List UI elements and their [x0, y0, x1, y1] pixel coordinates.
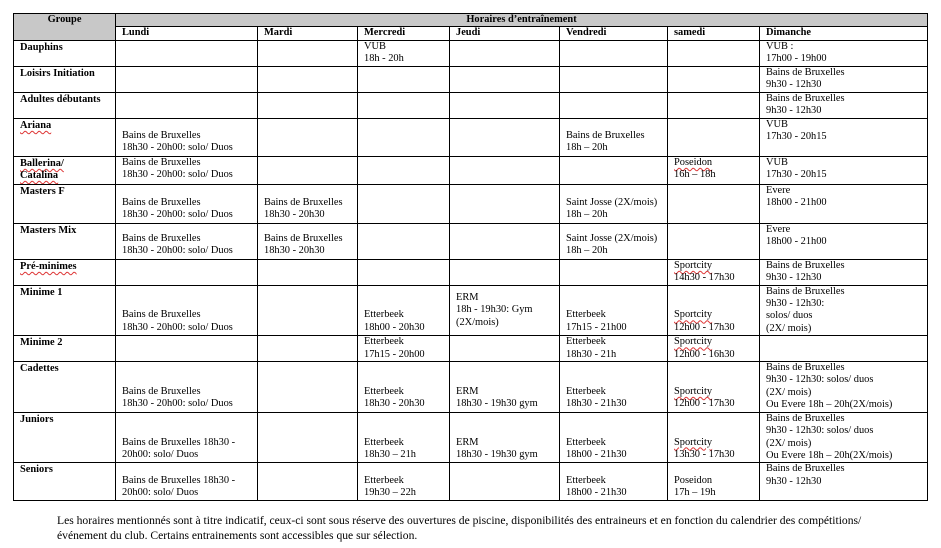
- group-name: [14, 259, 116, 285]
- schedule-cell-text: Bains de Bruxelles 18h30 - 20h00: solo/ Duos: [122, 233, 233, 257]
- group-name: [14, 336, 116, 362]
- schedule-cell: [668, 336, 760, 362]
- schedule-cell: [668, 362, 760, 413]
- schedule-cell-text: Sportcity 14h30 - 17h30: [674, 259, 735, 284]
- schedule-cell: [450, 362, 560, 413]
- group-name: [14, 118, 116, 156]
- schedule-cell: [358, 66, 450, 92]
- schedule-cell: [450, 412, 560, 463]
- schedule-table: [13, 13, 928, 501]
- schedule-cell-text: Poseidon 16h – 18h: [674, 156, 716, 181]
- schedule-cell: [358, 259, 450, 285]
- schedule-cell: [760, 362, 928, 413]
- schedule-cell: [760, 66, 928, 92]
- schedule-cell-text: Bains de Bruxelles 18h30 - 20h00: solo/ Duos: [122, 130, 233, 154]
- schedule-cell: [116, 412, 258, 463]
- schedule-cell-text: Bains de Bruxelles 9h30 - 12h30: [766, 463, 845, 487]
- header-day: Lundi: [116, 27, 258, 40]
- schedule-cell: [258, 184, 358, 223]
- schedule-cell: [760, 259, 928, 285]
- schedule-cell: [258, 362, 358, 413]
- schedule-cell: [668, 463, 760, 501]
- schedule-cell-text: Etterbeek 18h00 - 21h30: [566, 474, 627, 498]
- schedule-cell-text: Bains de Bruxelles 9h30 - 12h30: [766, 66, 845, 91]
- schedule-cell-text: Poseidon 17h – 19h: [674, 474, 716, 498]
- schedule-cell: [358, 223, 450, 259]
- schedule-cell: [450, 118, 560, 156]
- group-name: [14, 285, 116, 336]
- group-label: Minime 1: [20, 286, 63, 298]
- schedule-cell: [760, 336, 928, 362]
- table-row: [14, 223, 928, 259]
- schedule-cell-text: Etterbeek 17h15 - 21h00: [566, 309, 627, 333]
- schedule-cell: [358, 92, 450, 118]
- schedule-cell: [560, 463, 668, 501]
- schedule-cell-text: Etterbeek 18h30 - 20h30: [364, 385, 425, 410]
- schedule-cell-text: Bains de Bruxelles 18h30 - 20h00: solo/ Duos: [122, 436, 236, 460]
- schedule-cell: [358, 118, 450, 156]
- table-row: [14, 40, 928, 66]
- header-day: Dimanche: [760, 27, 928, 40]
- schedule-cell-text: Bains de Bruxelles 18h30 - 20h00: solo/ Duos: [122, 385, 233, 410]
- schedule-cell: [358, 156, 450, 184]
- schedule-cell-text: Bains de Bruxelles 18h30 - 20h00: solo/ Duos: [122, 474, 236, 498]
- schedule-cell: [116, 259, 258, 285]
- group-name: [14, 412, 116, 463]
- group-name: [14, 184, 116, 223]
- schedule-cell: [668, 412, 760, 463]
- schedule-cell: [560, 118, 668, 156]
- schedule-cell: [450, 223, 560, 259]
- schedule-cell-text: Etterbeek 19h30 – 22h: [364, 474, 416, 498]
- schedule-cell: [560, 336, 668, 362]
- schedule-cell-text: Evere 18h00 - 21h00: [766, 184, 827, 209]
- schedule-cell: [258, 118, 358, 156]
- schedule-cell-text: Bains de Bruxelles 9h30 - 12h30: solos/ duos (2X/ mois) Ou Evere 18h – 20h(2X/mois): [766, 412, 893, 461]
- schedule-cell-text: Bains de Bruxelles 18h30 - 20h30: [264, 197, 343, 221]
- table-row: [14, 285, 928, 336]
- schedule-cell: [760, 184, 928, 223]
- schedule-cell: [450, 156, 560, 184]
- group-name: [14, 40, 116, 66]
- header-group: Groupe: [14, 14, 116, 41]
- schedule-cell: [358, 362, 450, 413]
- group-label: Masters F: [20, 185, 65, 197]
- schedule-cell: [258, 223, 358, 259]
- spellcheck-word: Sportcity: [674, 259, 713, 271]
- schedule-cell: [258, 412, 358, 463]
- schedule-cell: [258, 66, 358, 92]
- group-label: Masters Mix: [20, 224, 77, 236]
- schedule-cell: [450, 336, 560, 362]
- schedule-cell-text: Etterbeek 17h15 - 20h00: [364, 336, 425, 360]
- schedule-cell: [116, 463, 258, 501]
- header-day: Mardi: [258, 27, 358, 40]
- schedule-cell: [116, 223, 258, 259]
- schedule-cell: [560, 92, 668, 118]
- table-row: [14, 184, 928, 223]
- schedule-cell-text: Saint Josse (2X/mois) 18h – 20h: [566, 197, 658, 221]
- schedule-cell: [668, 66, 760, 92]
- schedule-cell-text: VUB 17h30 - 20h15: [766, 118, 827, 143]
- group-label: Minime 2: [20, 337, 63, 349]
- group-label: Pré-minimes: [20, 260, 77, 272]
- group-name: [14, 223, 116, 259]
- table-row: [14, 92, 928, 118]
- schedule-cell: [668, 285, 760, 336]
- table-row: [14, 412, 928, 463]
- header-day: samedi: [668, 27, 760, 40]
- schedule-cell-text: Sportcity 12h00 - 17h30: [674, 385, 735, 410]
- table-row: [14, 362, 928, 413]
- schedule-cell-text: Bains de Bruxelles 18h30 - 20h00: solo/ Duos: [122, 156, 233, 181]
- header-day: Jeudi: [450, 27, 560, 40]
- schedule-cell: [116, 40, 258, 66]
- schedule-cell: [668, 118, 760, 156]
- schedule-cell: [358, 463, 450, 501]
- group-name: [14, 156, 116, 184]
- schedule-cell-text: Bains de Bruxelles 18h – 20h: [566, 130, 645, 154]
- schedule-cell: [450, 259, 560, 285]
- schedule-cell: [668, 184, 760, 223]
- group-name: [14, 66, 116, 92]
- group-label: Cadettes: [20, 363, 59, 375]
- table-row: [14, 463, 928, 501]
- schedule-cell: [116, 184, 258, 223]
- table-row: [14, 118, 928, 156]
- spellcheck-word: Sportcity: [674, 309, 713, 321]
- group-label: Adultes débutants: [20, 93, 101, 105]
- schedule-cell-text: Etterbeek 18h30 - 21h: [566, 336, 617, 360]
- schedule-cell-text: VUB : 17h00 - 19h00: [766, 40, 827, 65]
- schedule-cell: [760, 223, 928, 259]
- header-schedule: Horaires d’entraînement: [116, 14, 928, 27]
- schedule-cell: [116, 156, 258, 184]
- schedule-cell: [560, 223, 668, 259]
- schedule-cell: [258, 285, 358, 336]
- schedule-cell: [450, 66, 560, 92]
- schedule-cell: [258, 463, 358, 501]
- schedule-cell: [116, 66, 258, 92]
- group-name: [14, 92, 116, 118]
- schedule-cell: [116, 92, 258, 118]
- schedule-cell: [560, 156, 668, 184]
- schedule-cell: [760, 118, 928, 156]
- table-row: [14, 259, 928, 285]
- schedule-cell: [258, 336, 358, 362]
- group-label: Seniors: [20, 464, 53, 476]
- spellcheck-word: Poseidon: [674, 156, 713, 168]
- group-label: Loisirs Initiation: [20, 67, 95, 79]
- schedule-cell: [116, 285, 258, 336]
- schedule-cell: [450, 285, 560, 336]
- schedule-cell-text: Bains de Bruxelles 9h30 - 12h30: solos/ duos (2X/ mois): [766, 285, 845, 334]
- schedule-cell-text: Etterbeek 18h30 – 21h: [364, 436, 416, 460]
- schedule-cell: [358, 40, 450, 66]
- schedule-cell: [760, 156, 928, 184]
- schedule-cell: [258, 156, 358, 184]
- table-row: [14, 156, 928, 184]
- schedule-cell: [668, 223, 760, 259]
- schedule-cell-text: Bains de Bruxelles 9h30 - 12h30: [766, 259, 845, 284]
- schedule-cell: [450, 184, 560, 223]
- schedule-cell: [668, 259, 760, 285]
- group-label: Dauphins: [20, 41, 63, 53]
- schedule-cell: [116, 362, 258, 413]
- table-row: [14, 336, 928, 362]
- schedule-cell-text: Sportcity 13h30 - 17h30: [674, 436, 735, 460]
- spellcheck-word: Sportcity: [674, 436, 713, 448]
- schedule-cell: [450, 92, 560, 118]
- schedule-cell: [560, 40, 668, 66]
- schedule-cell: [450, 40, 560, 66]
- schedule-cell: [668, 40, 760, 66]
- schedule-cell: [358, 336, 450, 362]
- header-day: Vendredi: [560, 27, 668, 40]
- schedule-cell: [560, 412, 668, 463]
- schedule-cell: [560, 184, 668, 223]
- table-row: [14, 66, 928, 92]
- group-name: [14, 463, 116, 501]
- schedule-cell: [668, 92, 760, 118]
- schedule-cell: [760, 463, 928, 501]
- schedule-cell-text: Evere 18h00 - 21h00: [766, 223, 827, 248]
- schedule-cell-text: ERM 18h30 - 19h30 gym: [456, 385, 538, 410]
- schedule-cell: [760, 40, 928, 66]
- spellcheck-word: Sportcity: [674, 385, 713, 397]
- group-name: [14, 362, 116, 413]
- schedule-cell: [258, 259, 358, 285]
- schedule-cell-text: Bains de Bruxelles 9h30 - 12h30: [766, 92, 845, 117]
- schedule-cell: [760, 285, 928, 336]
- schedule-cell-text: Bains de Bruxelles 9h30 - 12h30: solos/ duos (2X/ mois) Ou Evere 18h – 20h(2X/mois): [766, 362, 893, 411]
- group-label: Juniors: [20, 413, 54, 425]
- schedule-cell: [760, 412, 928, 463]
- schedule-cell: [358, 285, 450, 336]
- schedule-cell: [116, 336, 258, 362]
- footnote: Les horaires mentionnés sont à titre indicatif, ceux-ci sont sous réserve des ouvertures de piscine, disponibilités des entraineurs et en fonction du calendrier des compétitions/événement du club. Certains entrainements sont accessibles que sur sélection.: [57, 514, 862, 542]
- schedule-cell: [668, 156, 760, 184]
- schedule-cell: [560, 362, 668, 413]
- schedule-cell: [450, 463, 560, 501]
- schedule-cell-text: Etterbeek 18h00 - 21h30: [566, 436, 627, 460]
- schedule-cell: [560, 285, 668, 336]
- schedule-cell: [116, 118, 258, 156]
- schedule-cell: [760, 92, 928, 118]
- schedule-cell: [560, 66, 668, 92]
- schedule-cell-text: Saint Josse (2X/mois) 18h – 20h: [566, 233, 658, 257]
- schedule-cell-text: Etterbeek 18h00 - 20h30: [364, 309, 425, 333]
- schedule-cell-text: ERM 18h - 19h30: Gym (2X/mois): [456, 291, 533, 328]
- spellcheck-word: Sportcity: [674, 336, 713, 348]
- schedule-cell-text: Sportcity 12h00 - 16h30: [674, 336, 735, 360]
- schedule-cell: [358, 412, 450, 463]
- schedule-cell-text: ERM 18h30 - 19h30 gym: [456, 436, 538, 460]
- schedule-cell-text: Bains de Bruxelles 18h30 - 20h30: [264, 233, 343, 257]
- schedule-cell-text: Etterbeek 18h30 - 21h30: [566, 385, 627, 410]
- schedule-cell-text: Bains de Bruxelles 18h30 - 20h00: solo/ Duos: [122, 197, 233, 221]
- group-label: Ariana: [20, 119, 52, 131]
- schedule-cell: [560, 259, 668, 285]
- schedule-cell-text: VUB 18h - 20h: [364, 40, 404, 65]
- group-label: Ballerina/ Catalina: [20, 157, 64, 182]
- header-day: Mercredi: [358, 27, 450, 40]
- schedule-cell: [258, 40, 358, 66]
- schedule-cell: [258, 92, 358, 118]
- schedule-cell-text: Sportcity 12h00 - 17h30: [674, 309, 735, 333]
- schedule-cell-text: Bains de Bruxelles 18h30 - 20h00: solo/ Duos: [122, 309, 233, 333]
- schedule-cell: [358, 184, 450, 223]
- schedule-cell-text: VUB 17h30 - 20h15: [766, 156, 827, 181]
